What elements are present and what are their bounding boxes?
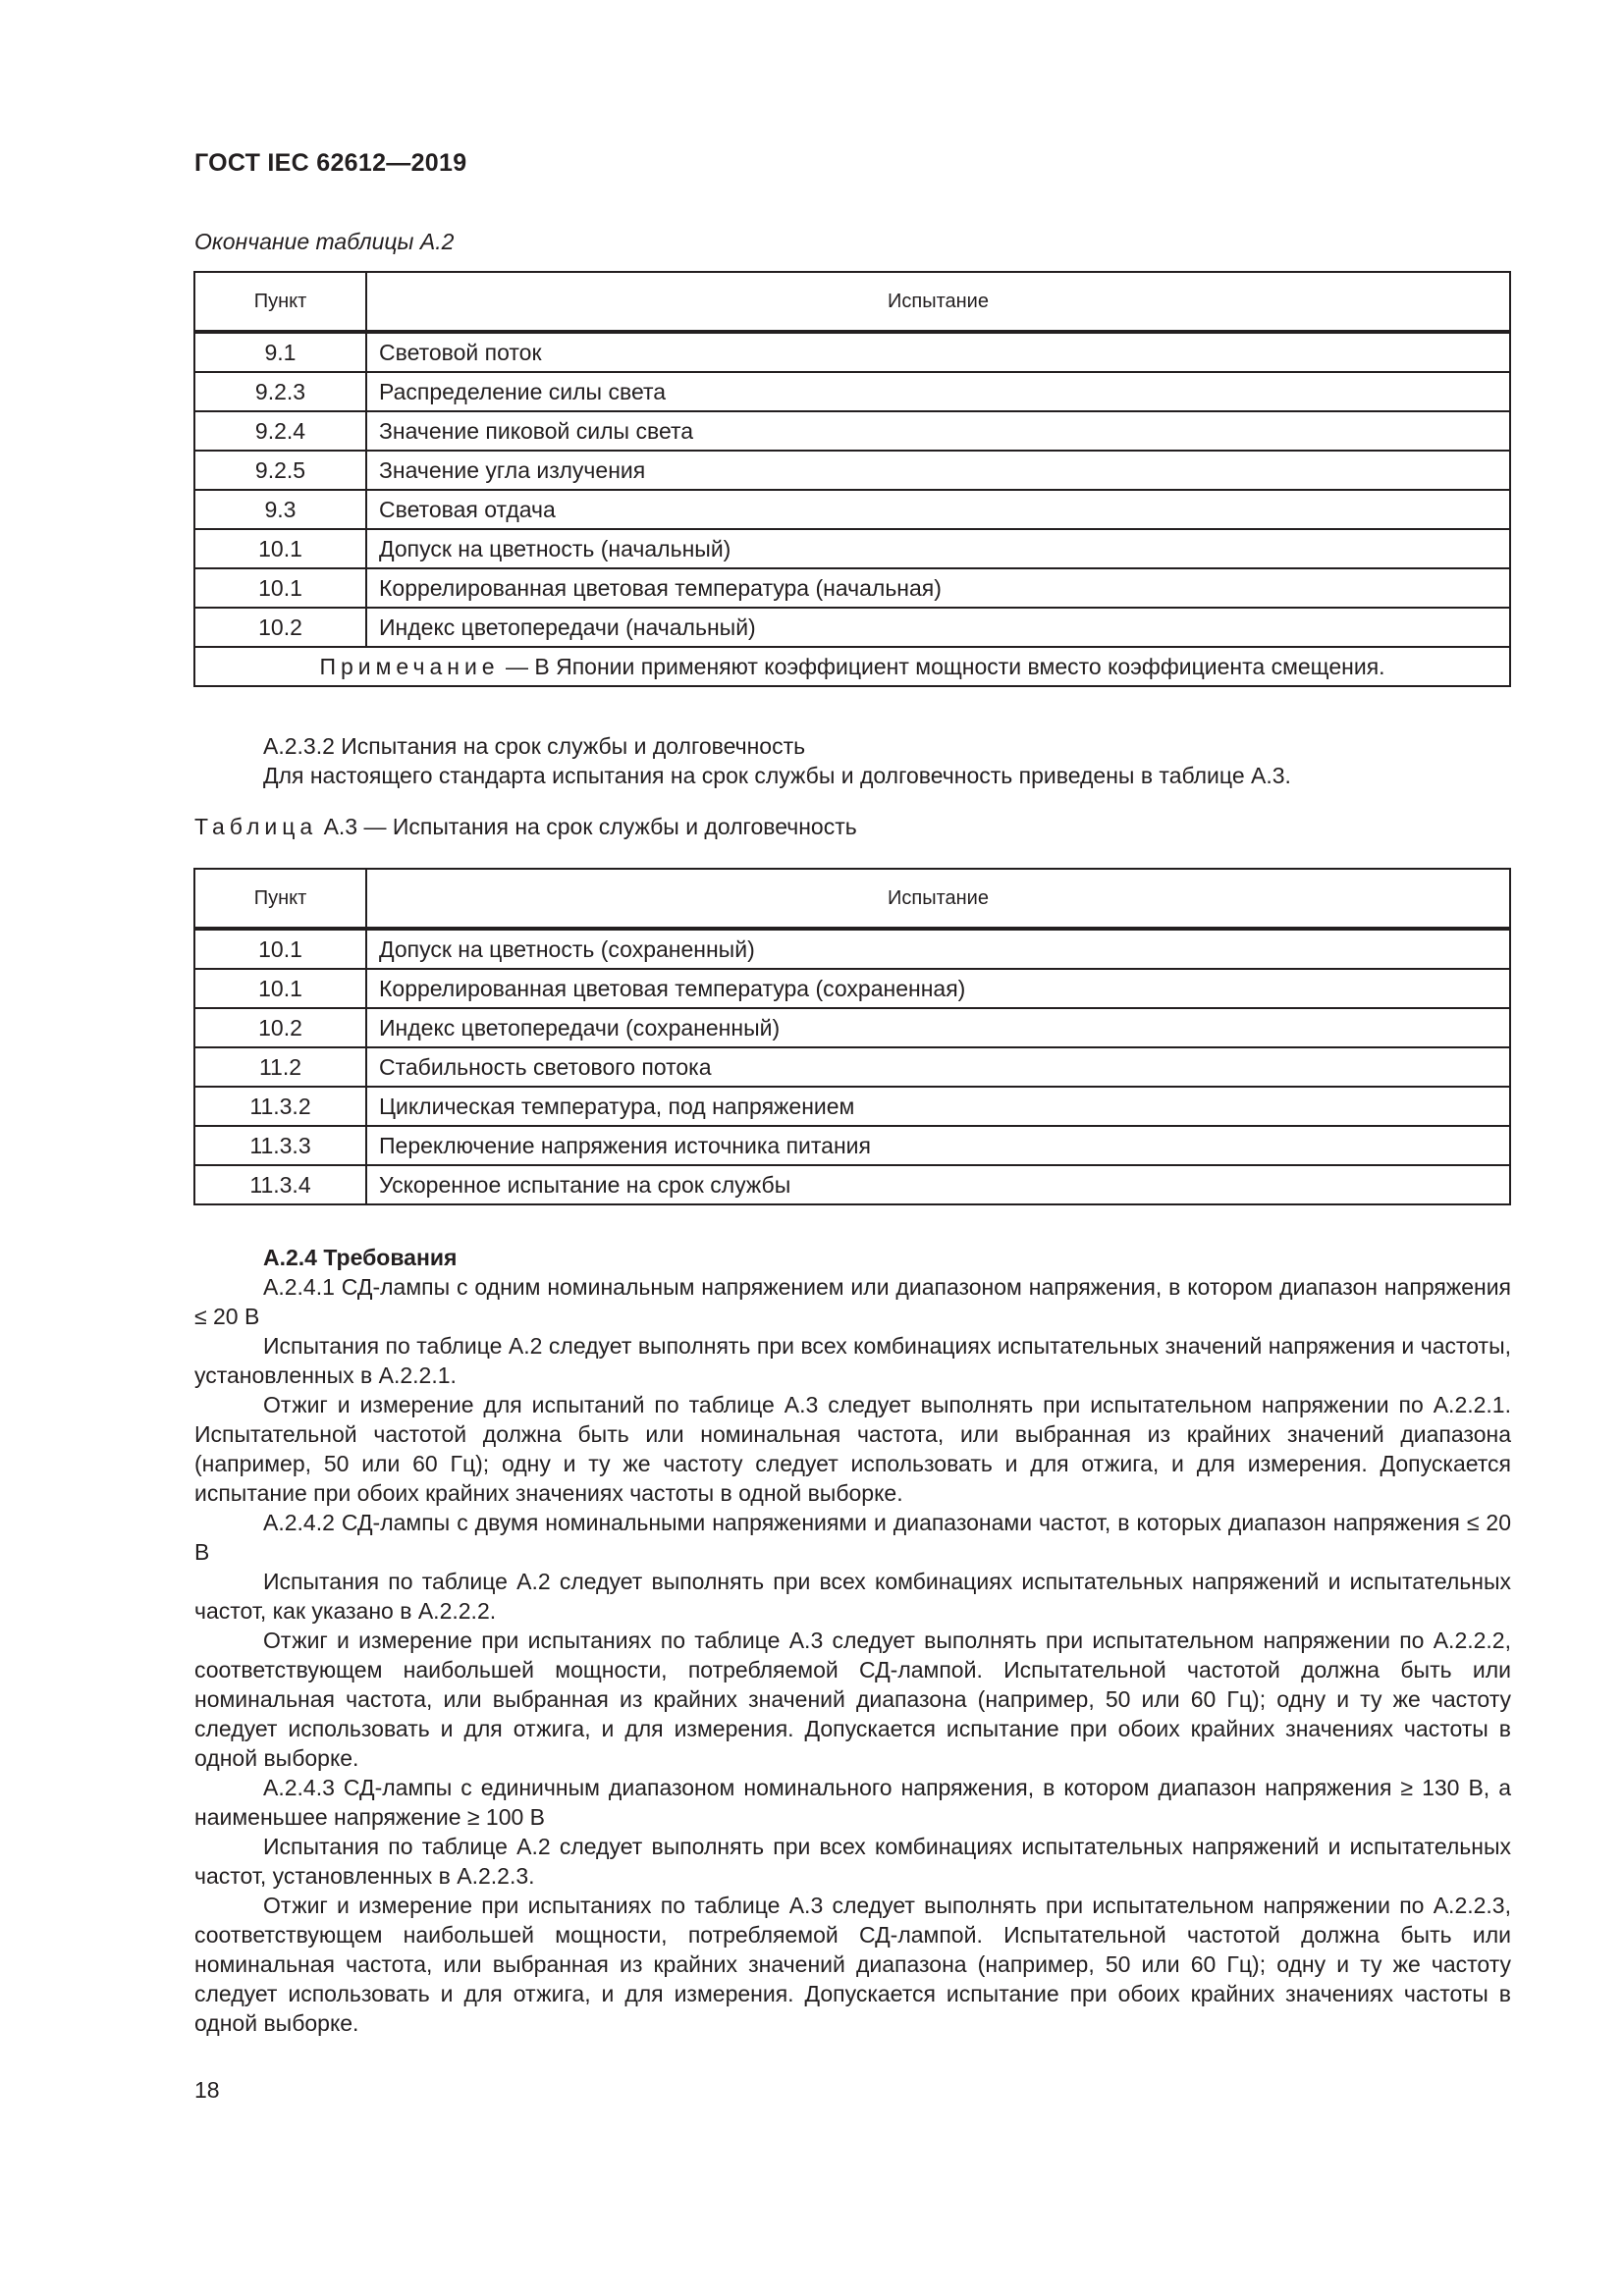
item-cell: 10.1 xyxy=(194,929,366,969)
paragraph: Отжиг и измерение при испытаниях по таблице А.3 следует выполнять при испытательном напряжении по А.2.2.3, соответствующем наибольшей мощности, потребляемой СД-лампой. Испытательной частотой должна быть или номинальная частота, или выбранная из крайних значений диапазона (например, 50 или 60 Гц); одну и ту же частоту следует использовать и для отжига, и для измерения. Допускается испытание при обоих крайних значениях частоты в одной выборке. xyxy=(194,1893,1511,2036)
test-cell: Коррелированная цветовая температура (сохраненная) xyxy=(366,969,1510,1008)
table-row xyxy=(194,529,1510,568)
item-cell: 11.3.4 xyxy=(194,1165,366,1204)
test-cell: Стабильность светового потока xyxy=(366,1047,1510,1087)
table-label: Таблица xyxy=(194,814,318,839)
table-a3 xyxy=(193,868,1511,1205)
paragraph: Испытания по таблице А.2 следует выполнять при всех комбинациях испытательных значений напряжения и частоты, установленных в А.2.2.1. xyxy=(194,1333,1511,1388)
item-cell: 9.1 xyxy=(194,332,366,372)
test-cell: Ускоренное испытание на срок службы xyxy=(366,1165,1510,1204)
item-cell: 10.1 xyxy=(194,969,366,1008)
table-row xyxy=(194,568,1510,608)
table-row xyxy=(194,451,1510,490)
item-cell: 9.3 xyxy=(194,490,366,529)
column-header-item: Пункт xyxy=(194,869,366,929)
test-cell: Значение угла излучения xyxy=(366,451,1510,490)
item-cell: 10.2 xyxy=(194,1008,366,1047)
item-cell: 11.3.3 xyxy=(194,1126,366,1165)
column-header-test: Испытание xyxy=(366,869,1510,929)
paragraph: А.2.4.2 СД-лампы с двумя номинальными напряжениями и диапазонами частот, в которых диапазон напряжения ≤ 20 В xyxy=(194,1510,1511,1565)
section-a24 xyxy=(194,1243,1511,2038)
table-header-row xyxy=(194,272,1510,332)
test-cell: Переключение напряжения источника питания xyxy=(366,1126,1510,1165)
paragraph: Испытания по таблице А.2 следует выполнять при всех комбинациях испытательных напряжений и испытательных частот, установленных в А.2.2.3. xyxy=(194,1834,1511,1889)
table-a3-caption xyxy=(194,814,857,840)
test-cell: Допуск на цветность (начальный) xyxy=(366,529,1510,568)
item-cell: 11.2 xyxy=(194,1047,366,1087)
test-cell: Допуск на цветность (сохраненный) xyxy=(366,929,1510,969)
item-cell: 10.2 xyxy=(194,608,366,647)
table-row xyxy=(194,608,1510,647)
test-cell: Световой поток xyxy=(366,332,1510,372)
section-heading: А.2.4 Требования xyxy=(263,1245,458,1270)
column-header-item: Пункт xyxy=(194,272,366,332)
table-row xyxy=(194,1126,1510,1165)
table-a2-continuation xyxy=(193,271,1511,687)
section-a232-text: Для настоящего стандарта испытания на срок службы и долговечность приведены в таблице А.3. xyxy=(263,763,1291,788)
paragraph: Испытания по таблице А.2 следует выполнять при всех комбинациях испытательных напряжений и испытательных частот, как указано в А.2.2.2. xyxy=(194,1569,1511,1624)
note-label: Примечание xyxy=(319,653,500,679)
paragraph: А.2.4.1 СД-лампы с одним номинальным напряжением или диапазоном напряжения, в котором диапазон напряжения ≤ 20 В xyxy=(194,1274,1511,1329)
table-row xyxy=(194,411,1510,451)
page-number: 18 xyxy=(194,2077,220,2103)
note-text: — В Японии применяют коэффициент мощности вместо коэффициента смещения. xyxy=(499,653,1385,679)
document-code: ГОСТ IEC 62612—2019 xyxy=(194,149,467,177)
item-cell: 9.2.4 xyxy=(194,411,366,451)
test-cell: Распределение силы света xyxy=(366,372,1510,411)
item-cell: 11.3.2 xyxy=(194,1087,366,1126)
table-row xyxy=(194,490,1510,529)
column-header-test: Испытание xyxy=(366,272,1510,332)
test-cell: Циклическая температура, под напряжением xyxy=(366,1087,1510,1126)
item-cell: 10.1 xyxy=(194,529,366,568)
item-cell: 9.2.3 xyxy=(194,372,366,411)
table-row xyxy=(194,1165,1510,1204)
item-cell: 9.2.5 xyxy=(194,451,366,490)
paragraph: Отжиг и измерение для испытаний по таблице А.3 следует выполнять при испытательном напряжении по А.2.2.1. Испытательной частотой должна быть или номинальная частота, или выбранная из крайних значений диапазона (например, 50 или 60 Гц); одну и ту же частоту следует использовать и для отжига, и для измерения. Допускается испытание при обоих крайних значениях частоты в одной выборке. xyxy=(194,1392,1511,1506)
paragraph: Отжиг и измерение при испытаниях по таблице А.3 следует выполнять при испытательном напряжении по А.2.2.2, соответствующем наибольшей мощности, потребляемой СД-лампой. Испытательной частотой должна быть или номинальная частота, или выбранная из крайних значений диапазона (например, 50 или 60 Гц); одну и ту же частоту следует использовать и для отжига, и для измерения. Допускается испытание при обоих крайних значениях частоты в одной выборке. xyxy=(194,1628,1511,1771)
test-cell: Значение пиковой силы света xyxy=(366,411,1510,451)
paragraph: А.2.4.3 СД-лампы с единичным диапазоном номинального напряжения, в котором диапазон напряжения ≥ 130 В, а наименьшее напряжение ≥ 100 В xyxy=(194,1775,1511,1830)
table-row xyxy=(194,372,1510,411)
test-cell: Индекс цветопередачи (сохраненный) xyxy=(366,1008,1510,1047)
table-note xyxy=(194,647,1510,686)
test-cell: Коррелированная цветовая температура (начальная) xyxy=(366,568,1510,608)
test-cell: Индекс цветопередачи (начальный) xyxy=(366,608,1510,647)
table-title: А.3 — Испытания на срок службы и долговечность xyxy=(317,814,857,839)
table-a2-continuation-caption: Окончание таблицы А.2 xyxy=(194,229,455,254)
item-cell: 10.1 xyxy=(194,568,366,608)
table-note-row xyxy=(194,647,1510,686)
table-row xyxy=(194,1008,1510,1047)
table-row xyxy=(194,969,1510,1008)
table-row xyxy=(194,1087,1510,1126)
test-cell: Световая отдача xyxy=(366,490,1510,529)
table-row xyxy=(194,929,1510,969)
table-header-row xyxy=(194,869,1510,929)
table-row xyxy=(194,332,1510,372)
section-a232-heading: А.2.3.2 Испытания на срок службы и долговечность xyxy=(263,733,806,759)
table-row xyxy=(194,1047,1510,1087)
